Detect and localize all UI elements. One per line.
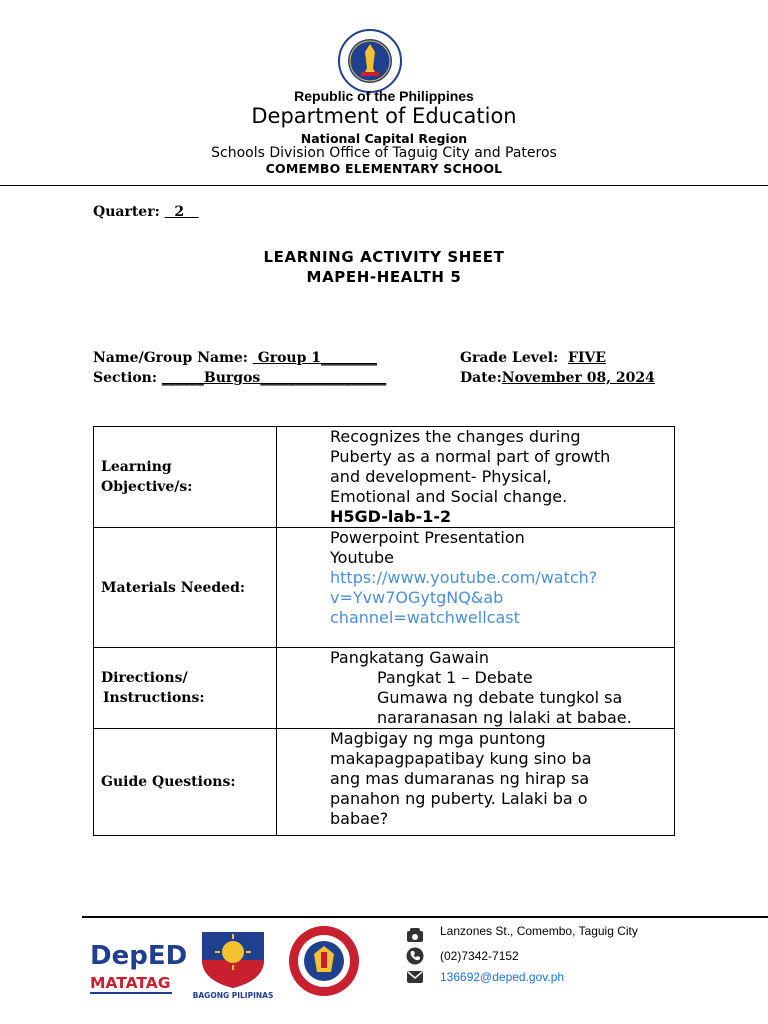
republic-heading: Republic of the Philippines	[294, 88, 474, 104]
quarter-line	[93, 204, 199, 220]
activity-table	[93, 426, 675, 836]
school-seal-logo	[287, 924, 361, 998]
grade-field: Grade Level: FIVE	[460, 350, 607, 366]
region-heading: National Capital Region	[300, 131, 468, 146]
header-divider	[0, 185, 768, 186]
bagong-pilipinas-logo	[194, 922, 272, 1000]
directions-content: Pangkatang Gawain Pangkat 1 – Debate Gumawa ng debate tungkol sa nararanasan ng lalaki at babae.	[277, 648, 675, 729]
guide-label: Guide Questions:	[94, 729, 277, 836]
email-icon	[406, 968, 424, 986]
school-address: Lanzones St., Comembo, Taguig City	[440, 924, 638, 938]
quarter-label: Quarter:	[93, 204, 160, 220]
matatag-logo-text: MATATAG	[90, 974, 171, 992]
materials-label: Materials Needed:	[94, 528, 277, 648]
section-value: Burgos	[203, 370, 261, 386]
deped-matatag-logo	[88, 932, 188, 998]
date-value: November 08, 2024	[501, 370, 655, 386]
youtube-link[interactable]: https://www.youtube.com/watch? v=Yvw7OGytgNQ&ab channel=watchwellcast	[330, 568, 598, 627]
objectives-label: Learning Objective/s:	[94, 427, 277, 528]
materials-content: Powerpoint Presentation Youtube https://www.youtube.com/watch? v=Yvw7OGytgNQ&ab channel=watchwellcast	[277, 528, 675, 648]
department-heading: Department of Education	[251, 104, 517, 128]
date-field: Date:November 08, 2024	[460, 370, 655, 386]
objectives-content: Recognizes the changes during Puberty as a normal part of growth and development- Physical, Emotional and Social change. H5GD-lab-1-2	[277, 427, 675, 528]
location-icon	[406, 926, 424, 944]
deped-seal-logo	[337, 28, 403, 94]
division-heading: Schools Division Office of Taguig City and Pateros	[211, 145, 557, 161]
subject-title: MAPEH-HEALTH 5	[306, 268, 462, 286]
phone-icon	[406, 947, 424, 965]
guide-content: Magbigay ng mga puntong makapagpapatibay kung sino ba ang mas dumaranas ng hirap sa panahon ng puberty. Lalaki ba o babae?	[277, 729, 675, 836]
school-phone: (02)7342-7152	[440, 949, 519, 963]
quarter-value: 2	[174, 204, 185, 220]
table-row-objectives	[94, 427, 675, 528]
name-field: Name/Group Name: Group 1________	[93, 350, 377, 366]
school-heading: COMEMBO ELEMENTARY SCHOOL	[265, 161, 503, 176]
table-row-directions	[94, 648, 675, 729]
name-value: Group 1	[257, 350, 321, 366]
bagong-logo-text: BAGONG PILIPINAS	[192, 991, 274, 1000]
grade-value: FIVE	[568, 350, 607, 366]
directions-label: Directions/ Instructions:	[94, 648, 277, 729]
table-row-guide	[94, 729, 675, 836]
deped-logo-text: DepED	[90, 941, 188, 971]
school-email[interactable]: 136692@deped.gov.ph	[440, 970, 565, 984]
footer-divider	[82, 916, 768, 918]
section-field: Section: ______Burgos__________________	[93, 370, 387, 386]
competency-code: H5GD-lab-1-2	[330, 507, 452, 526]
sheet-title: LEARNING ACTIVITY SHEET	[263, 248, 505, 266]
table-row-materials	[94, 528, 675, 648]
